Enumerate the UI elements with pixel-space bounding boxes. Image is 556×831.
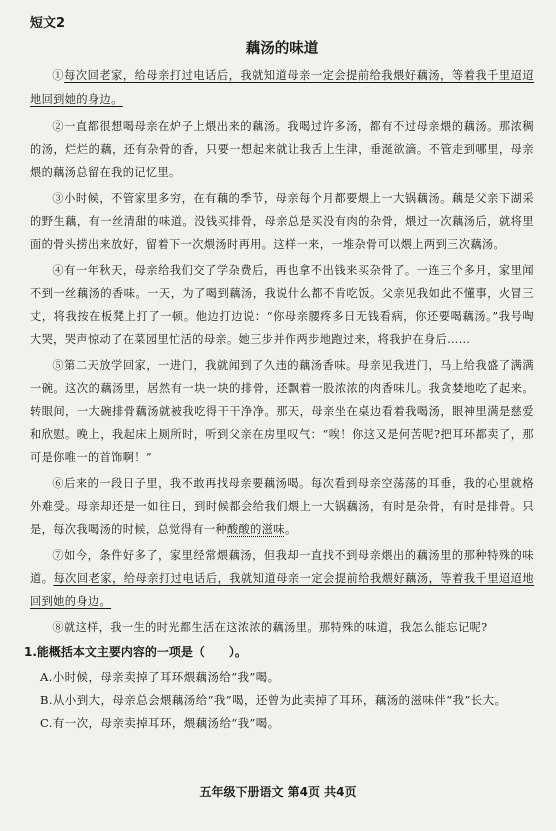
paragraph-number: ③	[52, 192, 65, 205]
paragraph-4	[30, 259, 534, 351]
option-a: A.小时候，母亲卖掉了耳环煨藕汤给“我”喝。	[40, 670, 280, 684]
paragraph-text: 就这样，我一生的时光都生活在这浓浓的藕汤里。那特殊的味道，我怎么能忘记呢?	[63, 621, 488, 634]
paragraph-text-end: 。	[284, 523, 297, 536]
paragraph-text: 如今，条件好多了，家里经常煨藕汤，但我却一直找不到母亲煨出的藕汤里的那种特殊的味道。	[30, 549, 534, 585]
paragraph-text: 一直都很想喝母亲在炉子上煨出来的藕汤。我喝过许多汤，都有不过母亲煨的藕汤。那浓稠的汤，烂烂的藕，还有杂骨的香，只要一想起来就让我舌上生津，垂涎欲滴。不管走到哪里，母亲煨的藕汤总留在我的记忆里。	[30, 120, 534, 179]
paragraph-text: 有一年秋天，母亲给我们交了学杂费后，再也拿不出钱来买杂骨了。一连三个多月，家里闻不到一丝藕汤的香味。一天，为了喝到藕汤，我说什么都不肯吃饭。父亲见我如此不懂事，火冒三丈，将我按在板凳上打了一顿。他边打边说：“你母亲腰疼多日无钱看病，你还要喝藕汤。”我号啕大哭，哭声惊动了在菜园里忙活的母亲。她三步并作两步地跑过来，将我护在身后……	[30, 264, 534, 346]
question-stem: 1.能概括本文主要内容的一项是（ ）。	[24, 645, 247, 659]
paragraph-number: ⑥	[52, 477, 65, 490]
paragraph-text: 第二天放学回家，一进门，我就闻到了久违的藕汤香味。母亲见我进门，马上给我盛了满满一碗。这次的藕汤里，居然有一块一块的排骨，还飘着一股浓浓的肉香味儿。我贪婪地吃了起来。转眼间，一大碗排骨藕汤就被我吃得干干净净。那天，母亲坐在桌边看着我喝汤，眼神里满是慈爱和欣慰。晚上，我起床上厕所时，听到父亲在房里叹气：“唉！你这又是何苦呢?把耳环都卖了，那可是你唯一的首饰啊！”	[30, 359, 534, 464]
paragraph-5	[30, 354, 534, 469]
paragraph-7	[30, 544, 534, 613]
paragraph-3	[30, 187, 534, 256]
paragraph-number: ⑤	[52, 359, 65, 372]
underlined-sentence: 每次回老家，给母亲打过电话后，我就知道母亲一定会提前给我煨好藕汤，等着我千里迢迢地回到她的身边。	[30, 572, 534, 608]
underlined-sentence: 每次回老家，给母亲打过电话后，我就知道母亲一定会提前给我煨好藕汤，等着我千里迢迢地回到她的身边。	[30, 69, 534, 106]
paragraph-6	[30, 472, 534, 541]
paragraph-text: 后来的一段日子里，我不敢再找母亲要藕汤喝。每次看到母亲空荡荡的耳垂，我的心里就格外难受。母亲却还是一如往日，到时候都会给我们煨上一大锅藕汤，有时是杂骨，有时是排骨。只是，每次我喝汤的时候，总觉得有一种	[30, 477, 534, 536]
paragraph-number: ④	[52, 264, 65, 277]
paragraph-2	[30, 115, 534, 184]
option-c: C.有一次，母亲卖掉耳环，煨藕汤给“我”喝。	[40, 716, 280, 730]
paragraph-number: ②	[52, 120, 65, 133]
page-footer: 五年级下册语文 第4页 共4页	[199, 785, 357, 799]
paragraph-1	[30, 64, 534, 112]
article-title: 藕汤的味道	[245, 41, 319, 57]
section-label: 短文2	[30, 16, 66, 31]
paragraph-number: ①	[52, 69, 65, 82]
paragraph-text: 小时候，不管家里多穷，在有藕的季节，母亲每个月都要煨上一大锅藕汤。藕是父亲下湖采的野生藕，有一丝清甜的味道。没钱买排骨，母亲总是买没有肉的杂骨，煨过一次藕汤后，就将里面的骨头捞出来放好，留着下一次煨汤时再用。这样一来，一堆杂骨可以煨上两到三次藕汤。	[30, 192, 534, 251]
option-b: B.从小到大，母亲总会煨藕汤给“我”喝，还曾为此卖掉了耳环，藕汤的滋味伴“我”长大。	[40, 693, 507, 707]
dotted-phrase: 酸酸的滋味	[227, 523, 285, 536]
paragraph-8	[30, 616, 534, 639]
paragraph-number: ⑧	[52, 621, 64, 634]
paragraph-number: ⑦	[52, 549, 65, 562]
